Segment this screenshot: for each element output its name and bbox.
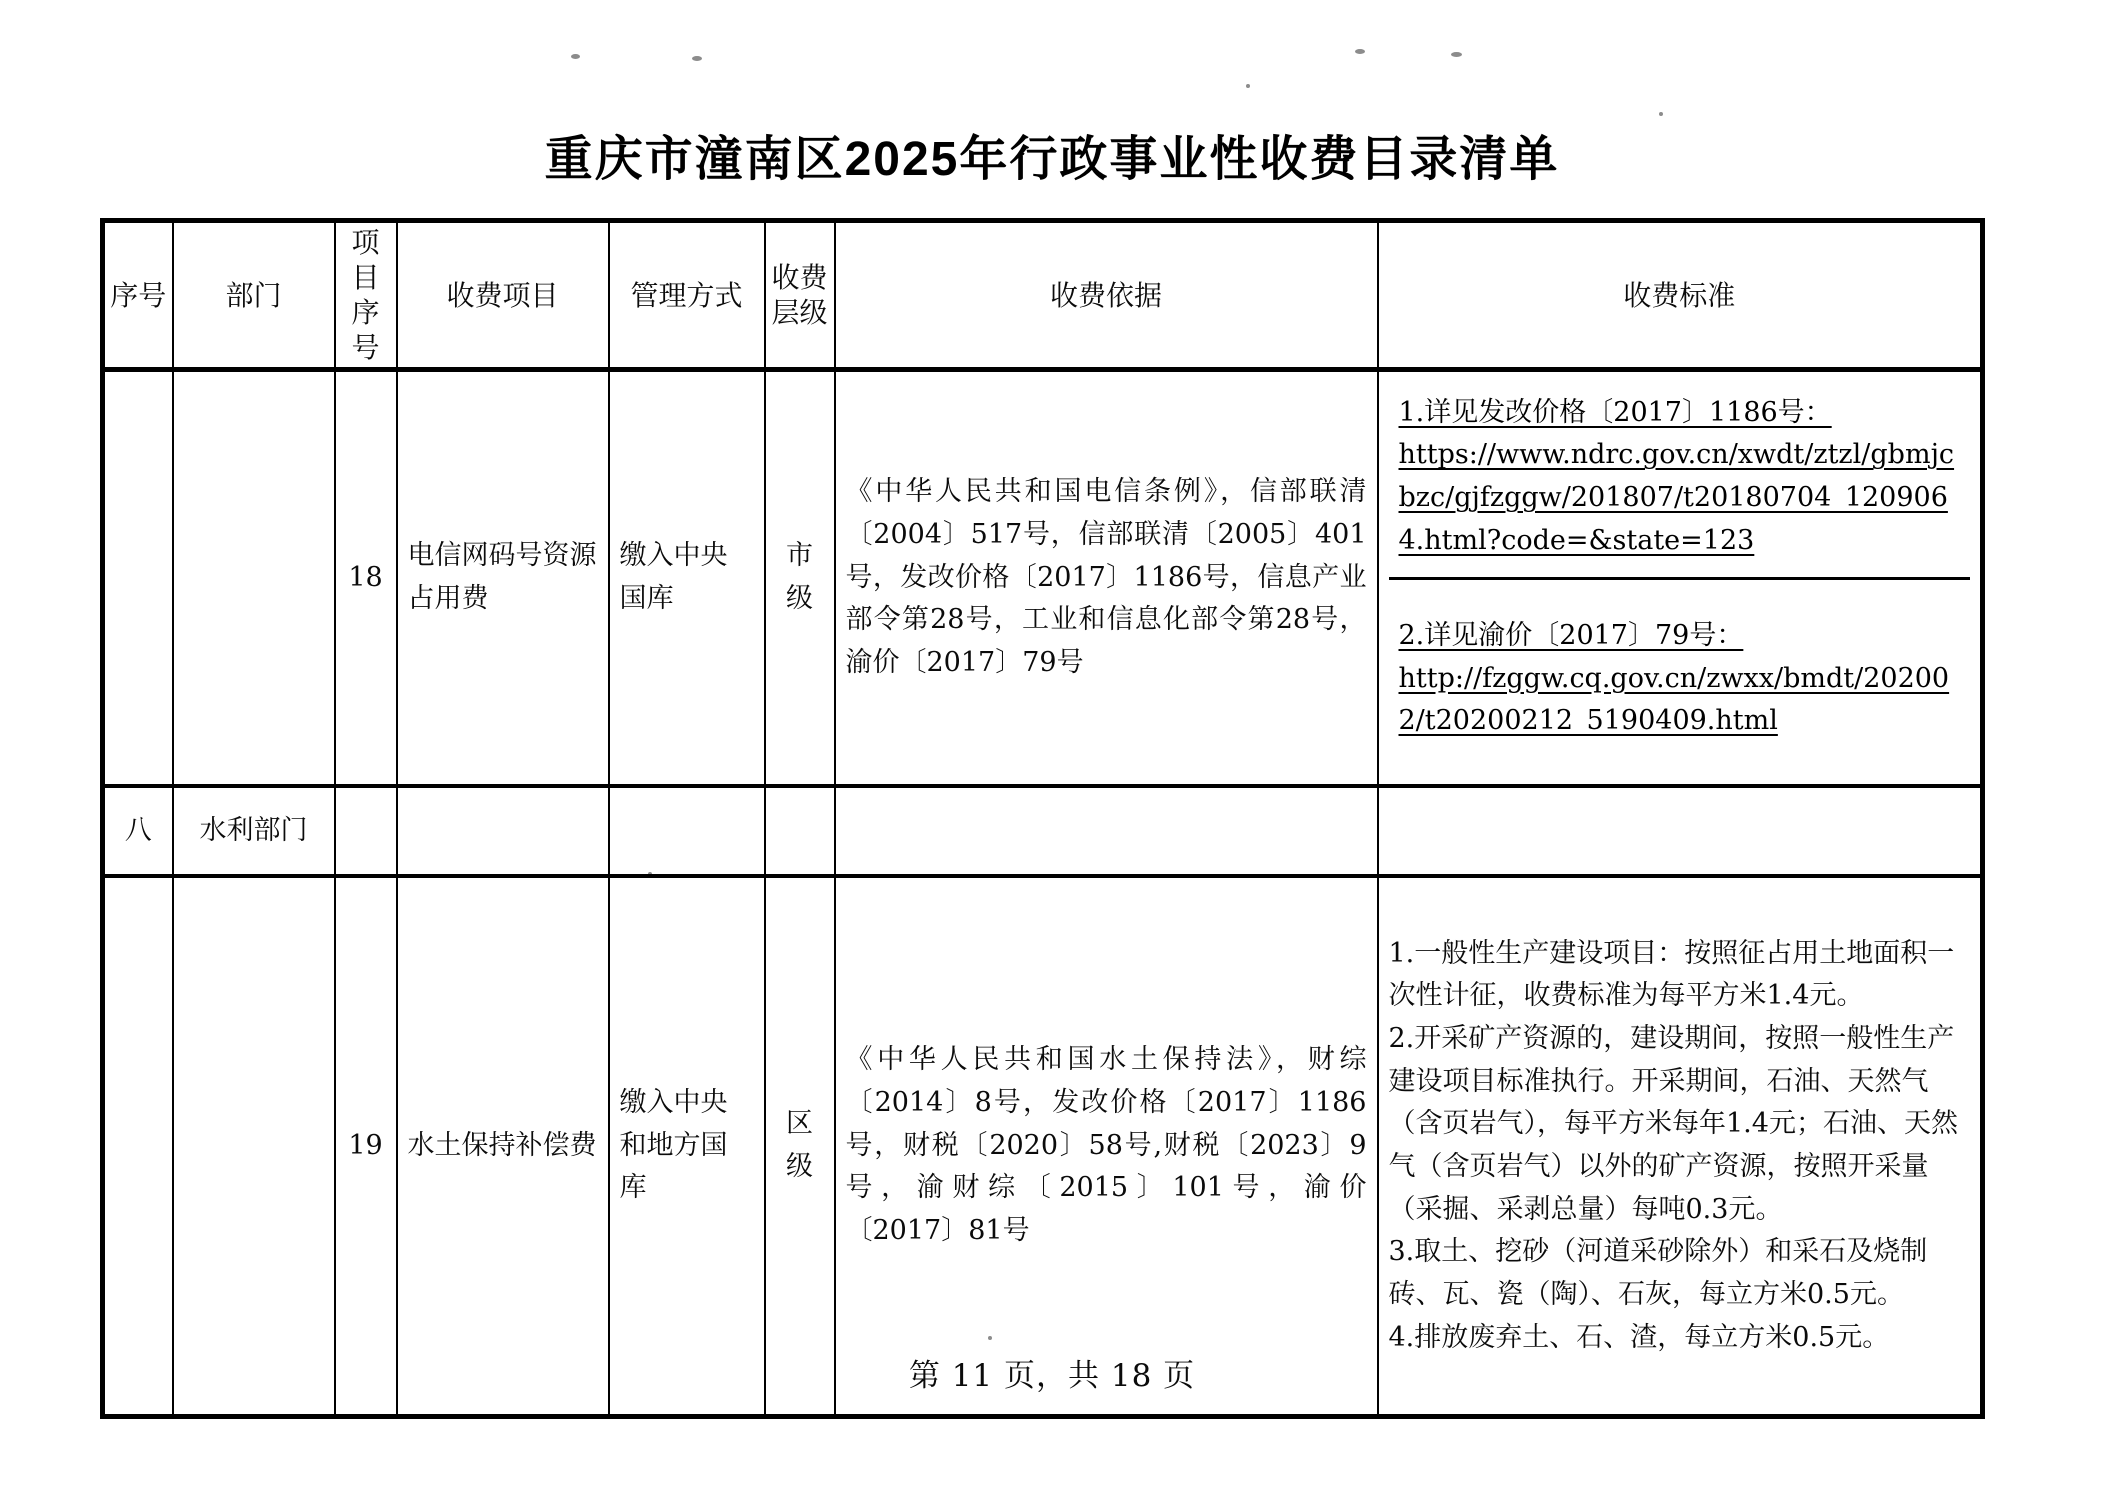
standard-line: 2.开采矿产资源的，建设期间，按照一般性生产建设项目标准执行。开采期间，石油、天然气（含页岩气），每平方米每年1.4元；石油、天然气（含页岩气）以外的矿产资源，按照开采量（采掘、采剥总量）每吨0.3元。 <box>1388 1023 1958 1225</box>
fee-table-wrapper <box>100 218 1985 1419</box>
cell-r19-fee-item: 水土保持补偿费 <box>397 876 609 1417</box>
header-management: 管理方式 <box>609 221 765 370</box>
header-row <box>103 221 1983 370</box>
cell-r18-fee-item: 电信网码号资源占用费 <box>397 370 609 787</box>
page-number-footer: 第 11 页，共 18 页 <box>908 1358 1196 1394</box>
cell-sec8-item-no-empty <box>335 786 397 876</box>
standard-line: 3.取土、挖砂（河道采砂除外）和采石及烧制砖、瓦、瓷（陶）、石灰，每立方米0.5元。 <box>1388 1236 1928 1310</box>
cell-sec8-no: 八 <box>103 786 173 876</box>
scan-speck <box>1659 112 1663 116</box>
standard-line: 1.一般性生产建设项目：按照征占用土地面积一次性计征，收费标准为每平方米1.4元。 <box>1388 937 1955 1012</box>
table-row-item-18 <box>103 370 1983 787</box>
cell-r18-management: 缴入中央国库 <box>609 370 765 787</box>
cell-r18-no-empty <box>103 370 173 787</box>
cell-r19-management: 缴入中央和地方国库 <box>609 876 765 1417</box>
cell-sec8-level-empty <box>765 786 835 876</box>
cell-r19-level: 区级 <box>765 876 835 1417</box>
header-department: 部门 <box>173 221 335 370</box>
standard-ref-url-link[interactable]: https://www.ndrc.gov.cn/xwdt/ztzl/gbmjcbzc/gjfzggw/201807/t20180704_1209064.html?code=&state=123 <box>1398 439 1955 556</box>
r18-standard-part1 <box>1389 378 1971 580</box>
fee-catalog-table <box>100 218 1985 1419</box>
header-basis: 收费依据 <box>835 221 1378 370</box>
cell-r19-basis: 《中华人民共和国水土保持法》，财综〔2014〕8号，发改价格〔2017〕1186号，财税〔2020〕58号,财税〔2023〕9号，渝财综〔2015〕101号，渝价〔2017〕81号 <box>835 876 1378 1417</box>
cell-r18-department-empty <box>173 370 335 787</box>
cell-r18-item-no: 18 <box>335 370 397 787</box>
cell-sec8-standard-empty <box>1378 786 1983 876</box>
cell-sec8-fee-item-empty <box>397 786 609 876</box>
scan-speck <box>571 54 580 59</box>
standard-ref-label: 1.详见发改价格〔2017〕1186号： <box>1398 396 1832 428</box>
header-level: 收费层级 <box>765 221 835 370</box>
header-fee-item: 收费项目 <box>397 221 609 370</box>
standard-ref-label: 2.详见渝价〔2017〕79号： <box>1398 620 1744 652</box>
table-row-item-19 <box>103 876 1983 1417</box>
cell-r18-level: 市级 <box>765 370 835 787</box>
scan-speck <box>1355 49 1365 54</box>
r18-standard-part2 <box>1389 580 1971 779</box>
r19-standard-list <box>1389 933 1971 1360</box>
cell-r19-no-empty <box>103 876 173 1417</box>
standard-ref-url-link[interactable]: http://fzggw.cq.gov.cn/zwxx/bmdt/202002/t20200212_5190409.html <box>1398 662 1950 737</box>
cell-r19-standard <box>1378 876 1983 1417</box>
header-item-no: 项目序号 <box>335 221 397 370</box>
table-row-section-8 <box>103 786 1983 876</box>
header-standard: 收费标准 <box>1378 221 1983 370</box>
cell-r18-standard <box>1378 370 1983 787</box>
standard-line: 4.排放废弃土、石、渣，每立方米0.5元。 <box>1388 1321 1890 1353</box>
cell-sec8-management-empty <box>609 786 765 876</box>
cell-r19-department-empty <box>173 876 335 1417</box>
cell-r18-basis: 《中华人民共和国电信条例》，信部联清〔2004〕517号，信部联清〔2005〕401号，发改价格〔2017〕1186号，信息产业部令第28号，工业和信息化部令第28号，渝价〔2017〕79号 <box>835 370 1378 787</box>
page-title: 重庆市潼南区2025年行政事业性收费目录清单 <box>544 133 1560 186</box>
scan-speck <box>1451 52 1462 57</box>
cell-sec8-basis-empty <box>835 786 1378 876</box>
cell-r19-item-no: 19 <box>335 876 397 1417</box>
cell-sec8-department: 水利部门 <box>173 786 335 876</box>
scan-speck <box>692 56 702 61</box>
scan-speck <box>1246 84 1250 88</box>
header-no: 序号 <box>103 221 173 370</box>
